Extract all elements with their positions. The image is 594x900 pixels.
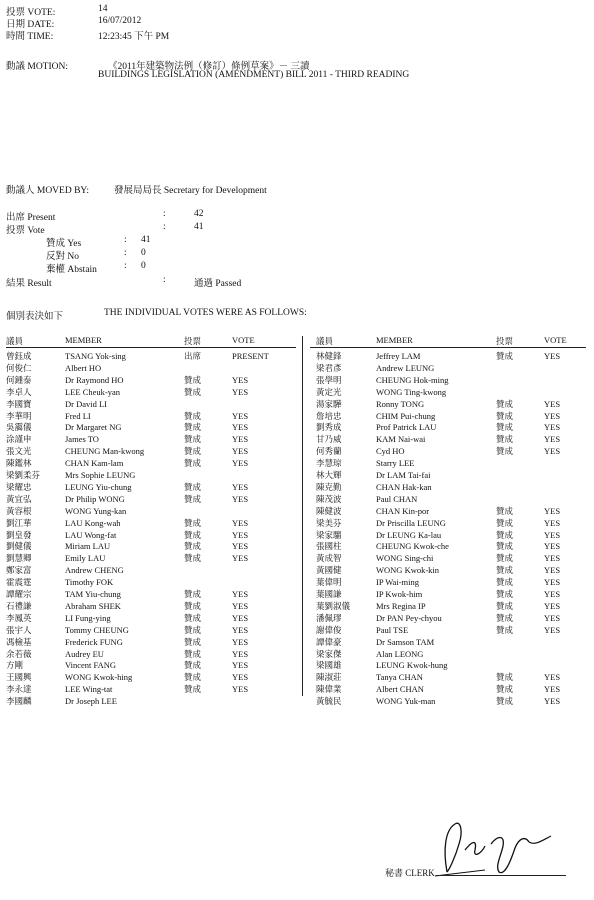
member-name-en: KAM Nai-wai — [376, 434, 426, 445]
member-name-en: Audrey EU — [65, 648, 104, 659]
clerk-label: 秘書 CLERK — [385, 868, 435, 878]
colon: : — [124, 248, 127, 258]
vote-zh: 贊成 — [496, 577, 514, 588]
vote-zh: 贊成 — [184, 410, 202, 421]
col-member-zh: 議員 — [316, 336, 334, 346]
vote-zh: 贊成 — [496, 565, 514, 576]
member-name-en: Tanya CHAN — [376, 672, 423, 683]
member-name-en: Andrew CHENG — [65, 565, 124, 576]
member-name-en: WONG Kwok-hing — [65, 672, 133, 683]
col-vote-zh: 投票 — [496, 336, 514, 346]
vote-zh: 贊成 — [496, 672, 514, 683]
vote-en: YES — [544, 600, 561, 611]
vote-en: YES — [544, 446, 561, 457]
vote-zh: 贊成 — [496, 446, 514, 457]
member-row — [0, 458, 594, 470]
member-name-zh: 梁劉柔芬 — [6, 470, 41, 480]
member-name-zh: 劉慧卿 — [6, 553, 32, 564]
member-name-zh: 鄭家富 — [6, 565, 32, 576]
vote-en: YES — [232, 589, 249, 599]
vote-zh: 贊成 — [496, 612, 514, 623]
vote-en: YES — [232, 684, 249, 695]
member-name-zh: 黃定光 — [316, 386, 342, 397]
col-member-en: MEMBER — [65, 335, 102, 345]
col-member-en: MEMBER — [376, 335, 413, 345]
member-row — [0, 649, 594, 661]
member-name-zh: 何鍾泰 — [6, 374, 32, 385]
member-name-en: WONG Ting-kwong — [376, 386, 447, 397]
no-value: 0 — [141, 248, 146, 258]
vote-en: YES — [544, 529, 561, 540]
vote-en: YES — [544, 517, 561, 528]
member-row — [0, 422, 594, 434]
member-name-zh: 曾鈺成 — [6, 351, 32, 361]
member-row — [0, 351, 594, 363]
header-rule-left — [6, 347, 296, 348]
member-name-en: Dr Samson TAM — [376, 636, 435, 647]
moved-by-value: 發展局局長 Secretary for Development — [114, 186, 267, 196]
col-vote-zh: 投票 — [184, 336, 202, 346]
member-row — [0, 660, 594, 672]
member-name-en: Dr LAM Tai-fai — [376, 470, 431, 480]
member-name-en: WONG Yuk-man — [376, 696, 436, 707]
member-name-en: Mrs Sophie LEUNG — [65, 470, 136, 480]
member-name-zh: 吳靄儀 — [6, 422, 32, 433]
col-member-zh: 議員 — [6, 336, 24, 346]
abstain-value: 0 — [141, 261, 146, 271]
member-name-zh: 劉健儀 — [6, 541, 32, 552]
date-label: 日期 DATE: — [6, 20, 55, 30]
vote-zh: 贊成 — [184, 612, 202, 623]
member-name-zh: 李華明 — [6, 410, 32, 421]
vote-number-label: 投票 VOTE: — [6, 8, 56, 18]
vote-en: YES — [232, 481, 249, 492]
vote-en: YES — [232, 660, 249, 671]
vote-zh: 贊成 — [184, 458, 202, 469]
member-name-zh: 王國興 — [6, 672, 32, 683]
member-name-en: WONG Yung-kan — [65, 505, 127, 516]
member-name-en: Timothy FOK — [65, 577, 114, 588]
member-name-zh: 劉秀成 — [316, 422, 342, 433]
vote-en: YES — [544, 684, 561, 695]
member-name-en: IP Kwok-him — [376, 589, 423, 599]
vote-count-label: 投票 Vote — [6, 226, 45, 236]
member-row — [0, 375, 594, 387]
member-name-en: Vincent FANG — [65, 660, 117, 671]
vote-en: YES — [544, 672, 561, 683]
member-name-zh: 謝偉俊 — [316, 624, 342, 635]
member-row — [0, 518, 594, 530]
member-name-en: Dr David LI — [65, 398, 108, 409]
member-name-zh: 李慧琼 — [316, 458, 342, 469]
member-name-en: Jeffrey LAM — [376, 351, 421, 361]
member-row — [0, 446, 594, 458]
vote-zh: 贊成 — [184, 374, 202, 385]
individual-votes-en: THE INDIVIDUAL VOTES WERE AS FOLLOWS: — [104, 308, 307, 318]
member-name-en: Dr Raymond HO — [65, 374, 124, 385]
member-row — [0, 577, 594, 589]
vote-zh: 贊成 — [496, 684, 514, 695]
member-name-zh: 梁君彥 — [316, 362, 342, 373]
member-name-en: Paul CHAN — [376, 493, 418, 504]
vote-en: YES — [544, 422, 561, 433]
vote-en: YES — [232, 386, 249, 397]
member-name-zh: 湯家驊 — [316, 398, 342, 409]
member-name-zh: 詹培忠 — [316, 410, 342, 421]
vote-en: YES — [544, 624, 561, 635]
vote-en: YES — [544, 612, 561, 623]
colon: : — [163, 222, 166, 232]
vote-en: YES — [544, 577, 561, 588]
member-name-en: LAU Wong-fat — [65, 529, 117, 540]
member-row — [0, 541, 594, 553]
member-name-zh: 霍震霆 — [6, 577, 32, 588]
vote-en: YES — [544, 696, 561, 707]
member-name-en: Miriam LAU — [65, 541, 111, 552]
member-name-zh: 陳茂波 — [316, 493, 342, 504]
member-row — [0, 494, 594, 506]
member-row — [0, 601, 594, 613]
vote-en: YES — [544, 434, 561, 445]
date-value: 16/07/2012 — [98, 16, 142, 26]
abstain-label: 棄權 Abstain — [46, 265, 97, 275]
vote-en: YES — [232, 529, 249, 540]
member-name-en: TSANG Yok-sing — [65, 351, 126, 361]
member-name-en: Dr Joseph LEE — [65, 696, 117, 707]
member-name-en: LEUNG Yiu-chung — [65, 481, 132, 492]
member-name-en: James TO — [65, 434, 99, 445]
member-name-en: Tommy CHEUNG — [65, 624, 129, 635]
vote-zh: 贊成 — [496, 541, 514, 552]
member-name-en: Frederick FUNG — [65, 636, 123, 647]
vote-en: YES — [232, 458, 249, 469]
vote-zh: 贊成 — [496, 589, 514, 599]
member-name-zh: 李國寶 — [6, 398, 32, 409]
vote-zh: 贊成 — [184, 541, 202, 552]
member-name-en: WONG Kwok-kin — [376, 565, 440, 576]
member-name-en: Dr Margaret NG — [65, 422, 122, 433]
vote-zh: 贊成 — [184, 529, 202, 540]
vote-zh: 贊成 — [496, 624, 514, 635]
vote-zh: 贊成 — [184, 446, 202, 457]
member-name-zh: 林健鋒 — [316, 351, 342, 361]
vote-en: YES — [544, 553, 561, 564]
vote-en: YES — [232, 600, 249, 611]
member-name-zh: 譚偉豪 — [316, 636, 342, 647]
member-name-en: TAM Yiu-chung — [65, 589, 121, 599]
vote-en: YES — [232, 374, 249, 385]
member-name-zh: 陳健波 — [316, 505, 342, 516]
vote-en: YES — [232, 541, 249, 552]
col-vote-en: VOTE — [232, 335, 255, 345]
member-name-en: LEE Cheuk-yan — [65, 386, 120, 397]
member-name-zh: 陳淑莊 — [316, 672, 342, 683]
vote-zh: 贊成 — [184, 660, 202, 671]
vote-en: YES — [232, 434, 249, 445]
member-row — [0, 565, 594, 577]
vote-en: YES — [544, 541, 561, 552]
time-label: 時間 TIME: — [6, 32, 54, 42]
vote-en: YES — [232, 446, 249, 457]
motion-title-en: BUILDINGS LEGISLATION (AMENDMENT) BILL 2011 - THIRD READING — [98, 70, 410, 80]
vote-zh: 贊成 — [496, 351, 514, 361]
vote-zh: 贊成 — [496, 505, 514, 516]
present-value: 42 — [194, 209, 204, 219]
member-name-en: Albert CHAN — [376, 684, 424, 695]
member-name-en: Dr PAN Pey-chyou — [376, 612, 442, 623]
member-name-zh: 李卓人 — [6, 386, 32, 397]
member-name-zh: 李永達 — [6, 684, 32, 695]
vote-en: YES — [232, 493, 249, 504]
vote-zh: 贊成 — [184, 434, 202, 445]
member-row — [0, 530, 594, 542]
member-name-en: CHEUNG Hok-ming — [376, 374, 449, 385]
member-name-en: Alan LEONG — [376, 648, 424, 659]
vote-zh: 贊成 — [496, 696, 514, 707]
member-name-zh: 陳克勤 — [316, 481, 342, 492]
member-name-zh: 陳偉業 — [316, 684, 342, 695]
colon: : — [124, 261, 127, 271]
member-name-en: Cyd HO — [376, 446, 405, 457]
member-row — [0, 625, 594, 637]
member-name-zh: 方剛 — [6, 660, 24, 671]
member-name-en: Emily LAU — [65, 553, 106, 564]
member-row — [0, 672, 594, 684]
member-name-zh: 葉國謙 — [316, 589, 342, 599]
vote-number-value: 14 — [98, 4, 108, 14]
member-name-en: Dr LEUNG Ka-lau — [376, 529, 442, 540]
vote-en: PRESENT — [232, 351, 269, 361]
member-name-en: Prof Patrick LAU — [376, 422, 437, 433]
vote-zh: 贊成 — [184, 553, 202, 564]
member-row — [0, 589, 594, 601]
member-name-zh: 潘佩璆 — [316, 612, 342, 623]
colon: : — [163, 275, 166, 285]
individual-votes-zh: 個別表決如下 — [6, 312, 64, 322]
member-name-en: CHAN Kam-lam — [65, 458, 124, 469]
member-name-zh: 劉皇發 — [6, 529, 32, 540]
vote-zh: 贊成 — [184, 481, 202, 492]
member-name-en: Abraham SHEK — [65, 600, 121, 611]
vote-en: YES — [544, 351, 561, 361]
clerk-signature-line — [436, 875, 566, 876]
member-name-zh: 譚耀宗 — [6, 589, 32, 599]
motion-label: 動議 MOTION: — [6, 62, 69, 72]
member-name-zh: 黃毓民 — [316, 696, 342, 707]
member-name-zh: 黃成智 — [316, 553, 342, 564]
motion-title-zh: 《2011年建築物法例（修訂）條例草案》－ 三讀 — [108, 62, 310, 72]
member-name-zh: 葉劉淑儀 — [316, 600, 351, 611]
vote-zh: 贊成 — [496, 529, 514, 540]
vote-en: YES — [232, 636, 249, 647]
member-name-zh: 黃國健 — [316, 565, 342, 576]
vote-zh: 贊成 — [184, 648, 202, 659]
vote-en: YES — [232, 612, 249, 623]
vote-en: YES — [544, 410, 561, 421]
header-rule-right — [310, 347, 586, 348]
vote-zh: 贊成 — [184, 684, 202, 695]
vote-zh: 贊成 — [184, 624, 202, 635]
member-name-en: IP Wai-ming — [376, 577, 419, 588]
vote-en: YES — [232, 672, 249, 683]
member-name-en: CHEUNG Man-kwong — [65, 446, 145, 457]
yes-value: 41 — [141, 235, 151, 245]
moved-by-label: 動議人 MOVED BY: — [6, 186, 90, 196]
vote-en: YES — [232, 553, 249, 564]
member-name-en: Dr Philip WONG — [65, 493, 125, 504]
vote-zh: 贊成 — [496, 398, 514, 409]
member-name-en: LEE Wing-tat — [65, 684, 113, 695]
member-name-zh: 梁家傑 — [316, 648, 342, 659]
member-name-zh: 葉偉明 — [316, 577, 342, 588]
member-name-en: CHAN Kin-por — [376, 505, 430, 516]
vote-zh: 贊成 — [496, 600, 514, 611]
member-name-zh: 石禮謙 — [6, 600, 32, 611]
member-row — [0, 553, 594, 565]
member-row — [0, 696, 594, 708]
member-name-zh: 甘乃威 — [316, 434, 342, 445]
member-row — [0, 613, 594, 625]
member-row — [0, 684, 594, 696]
result-value: 通過 Passed — [194, 279, 242, 289]
member-name-en: CHAN Hak-kan — [376, 481, 432, 492]
vote-zh: 贊成 — [496, 517, 514, 528]
col-vote-en: VOTE — [544, 335, 567, 345]
member-row — [0, 434, 594, 446]
member-row — [0, 470, 594, 482]
member-name-zh: 林大輝 — [316, 470, 342, 480]
present-label: 出席 Present — [6, 213, 56, 223]
member-name-zh: 李鳳英 — [6, 612, 32, 623]
vote-zh: 贊成 — [496, 410, 514, 421]
member-name-zh: 張國柱 — [316, 541, 342, 552]
member-row — [0, 482, 594, 494]
vote-zh: 贊成 — [184, 600, 202, 611]
vote-en: YES — [232, 517, 249, 528]
member-name-zh: 張文光 — [6, 446, 32, 457]
member-name-zh: 梁美芬 — [316, 517, 342, 528]
member-name-en: Dr Priscilla LEUNG — [376, 517, 446, 528]
vote-en: YES — [232, 648, 249, 659]
vote-zh: 贊成 — [184, 589, 202, 599]
vote-en: YES — [232, 624, 249, 635]
member-name-zh: 余若薇 — [6, 648, 32, 659]
member-name-zh: 梁家騮 — [316, 529, 342, 540]
member-row — [0, 387, 594, 399]
member-name-en: Ronny TONG — [376, 398, 425, 409]
member-row — [0, 399, 594, 411]
member-name-en: CHIM Pui-chung — [376, 410, 436, 421]
member-name-en: LEUNG Kwok-hung — [376, 660, 448, 671]
member-name-zh: 梁國雄 — [316, 660, 342, 671]
member-name-en: Fred LI — [65, 410, 91, 421]
member-name-zh: 張宇人 — [6, 624, 32, 635]
member-name-zh: 黃宜弘 — [6, 493, 32, 504]
vote-zh: 贊成 — [184, 422, 202, 433]
member-name-en: Andrew LEUNG — [376, 362, 435, 373]
member-name-zh: 劉江華 — [6, 517, 32, 528]
member-name-en: Mrs Regina IP — [376, 600, 426, 611]
time-value: 12:23:45 下午 PM — [98, 32, 170, 42]
clerk-signature — [425, 810, 565, 880]
colon: : — [124, 235, 127, 245]
colon: : — [163, 209, 166, 219]
member-name-en: LAU Kong-wah — [65, 517, 121, 528]
vote-zh: 出席 — [184, 351, 202, 361]
member-name-en: Paul TSE — [376, 624, 409, 635]
vote-zh: 贊成 — [184, 636, 202, 647]
vote-zh: 贊成 — [184, 517, 202, 528]
yes-label: 贊成 Yes — [46, 239, 82, 249]
member-name-zh: 張學明 — [316, 374, 342, 385]
vote-zh: 贊成 — [496, 422, 514, 433]
vote-en: YES — [544, 589, 561, 599]
member-name-zh: 黃容根 — [6, 505, 32, 516]
no-label: 反對 No — [46, 252, 79, 262]
vote-zh: 贊成 — [184, 386, 202, 397]
member-row — [0, 637, 594, 649]
member-name-zh: 陳鑑林 — [6, 458, 32, 469]
member-name-en: LI Fung-ying — [65, 612, 111, 623]
member-row — [0, 411, 594, 423]
vote-en: YES — [544, 505, 561, 516]
vote-en: YES — [544, 398, 561, 409]
vote-en: YES — [232, 410, 249, 421]
member-name-en: Albert HO — [65, 362, 102, 373]
vote-count-value: 41 — [194, 222, 204, 232]
member-name-en: WONG Sing-chi — [376, 553, 434, 564]
member-name-en: CHEUNG Kwok-che — [376, 541, 449, 552]
result-label: 結果 Result — [6, 279, 52, 289]
vote-zh: 贊成 — [496, 434, 514, 445]
member-name-zh: 梁耀忠 — [6, 481, 32, 492]
vote-en: YES — [544, 565, 561, 576]
member-name-zh: 何俊仁 — [6, 362, 32, 373]
member-row — [0, 506, 594, 518]
member-name-zh: 涂謹申 — [6, 434, 32, 445]
vote-zh: 贊成 — [496, 553, 514, 564]
vote-en: YES — [232, 422, 249, 433]
member-name-zh: 李國麟 — [6, 696, 32, 707]
member-name-zh: 何秀蘭 — [316, 446, 342, 457]
member-name-en: Starry LEE — [376, 458, 415, 469]
member-name-zh: 馮檢基 — [6, 636, 32, 647]
vote-zh: 贊成 — [184, 493, 202, 504]
member-row — [0, 363, 594, 375]
vote-zh: 贊成 — [184, 672, 202, 683]
